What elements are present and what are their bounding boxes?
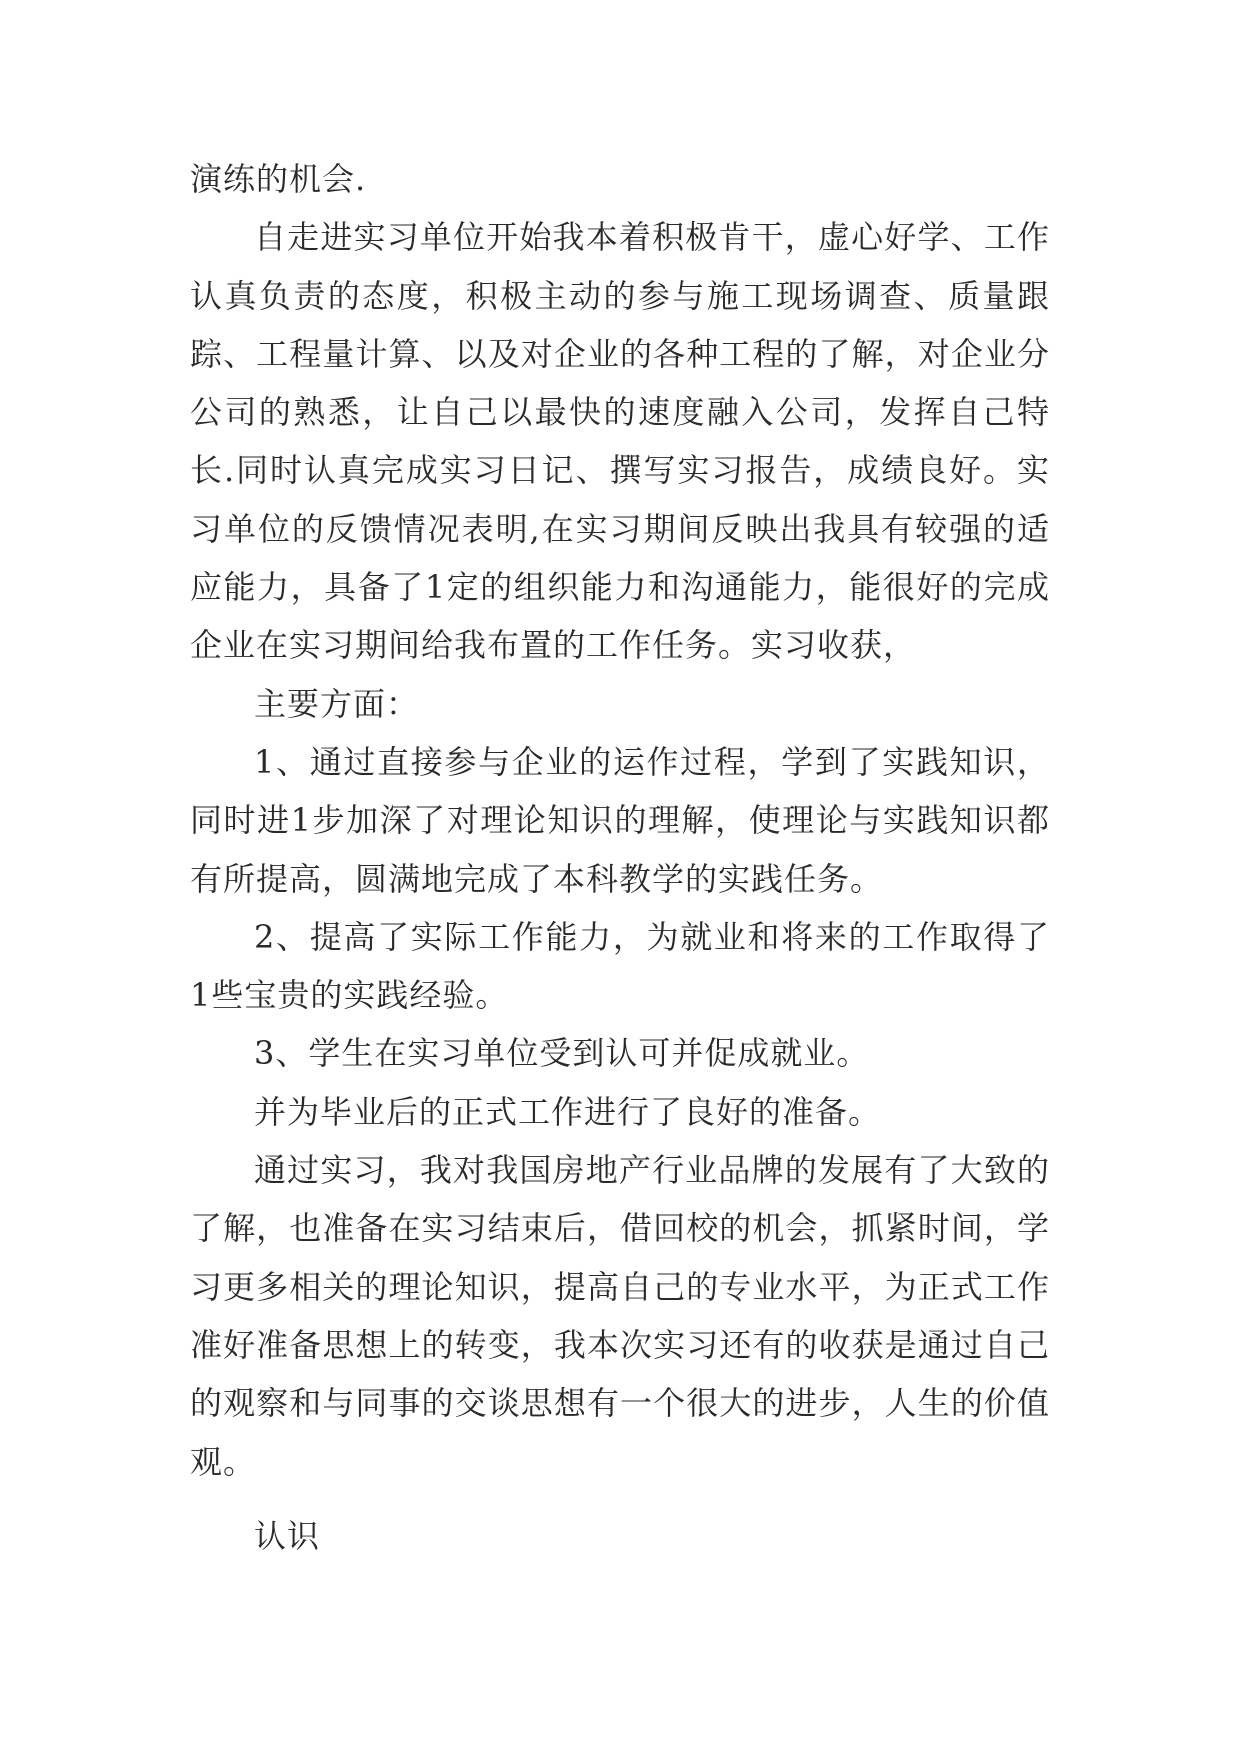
paragraph-preparation: 并为毕业后的正式工作进行了良好的准备。 — [254, 1092, 882, 1131]
paragraph-summary: 通过实习，我对我国房地产行业品牌的发展有了大致的了解，也准备在实习结束后，借回校的机会，抓紧时间，学习更多相关的理论知识，提高自己的专业水平，为正式工作准好准备思想上的转变，我本次实习还有的收获是通过自己的观察和与同事的交谈思想有一个很大的进步，人生的价值观。 — [190, 1151, 1050, 1481]
paragraph-internship-attitude: 自走进实习单位开始我本着积极肯干，虚心好学、工作认真负责的态度，积极主动的参与施工现场调查、质量跟踪、工程量计算、以及对企业的各种工程的了解，对企业分公司的熟悉，让自己以最快的速度融入公司，发挥自己特长.同时认真完成实习日记、撰写实习报告，成绩良好。实习单位的反馈情况表明,在实习期间反映出我具有较强的适应能力，具备了1定的组织能力和沟通能力，能很好的完成企业在实习期间给我布置的工作任务。实习收获， — [190, 218, 1050, 665]
paragraph-main-aspects-heading: 主要方面： — [254, 684, 420, 723]
document-body — [190, 150, 1050, 1565]
paragraph-item-1: 1、通过直接参与企业的运作过程，学到了实践知识，同时进1步加深了对理论知识的理解，使理论与实践知识都有所提高，圆满地完成了本科教学的实践任务。 — [190, 742, 1050, 898]
paragraph-understanding-heading: 认识 — [254, 1516, 321, 1555]
paragraph-continuation: 演练的机会. — [190, 160, 367, 198]
paragraph-item-3: 3、学生在实习单位受到认可并促成就业。 — [254, 1034, 870, 1073]
paragraph-item-2: 2、提高了实际工作能力，为就业和将来的工作取得了1些宝贵的实践经验。 — [190, 917, 1050, 1015]
